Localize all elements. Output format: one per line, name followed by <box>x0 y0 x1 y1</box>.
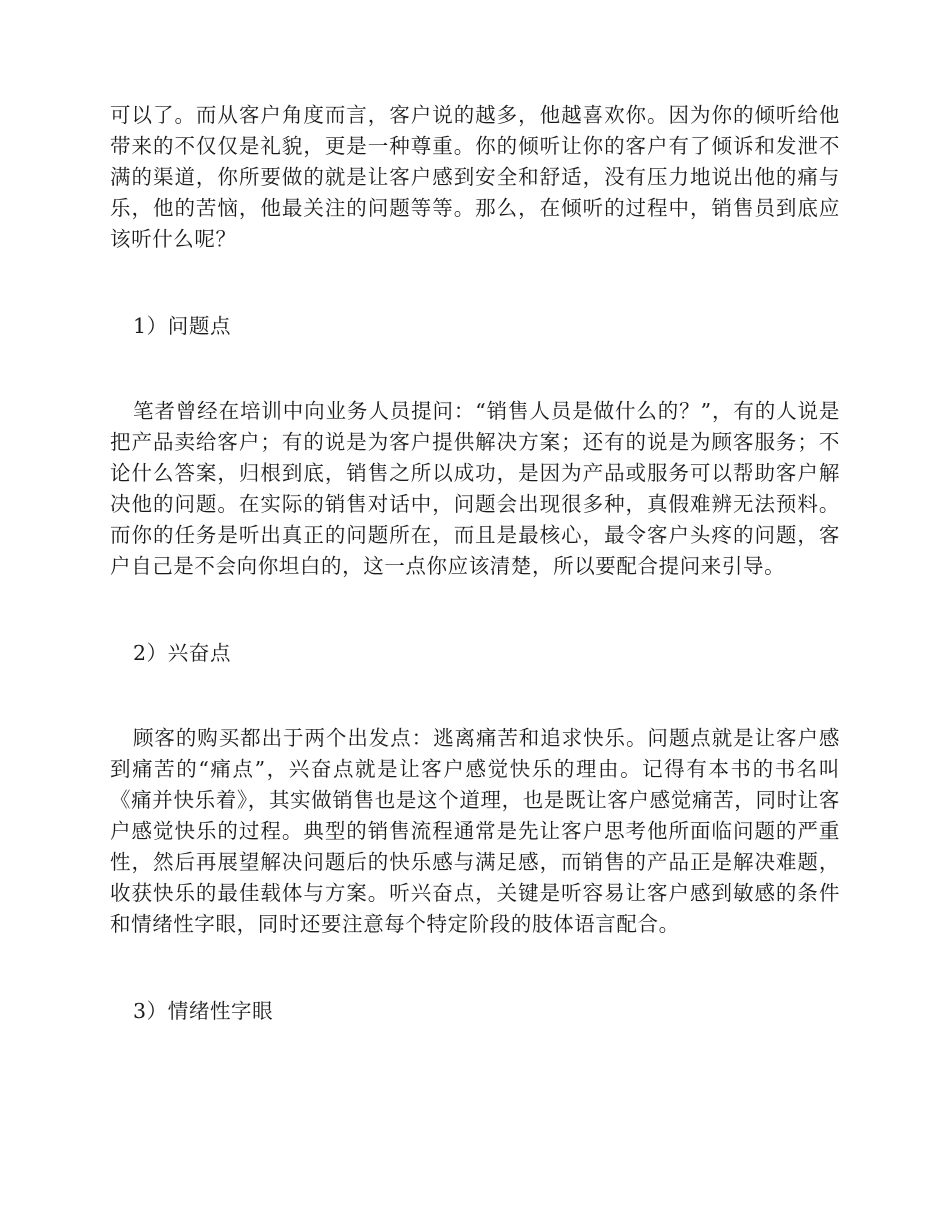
section-heading-problem-point: 1）问题点 <box>133 314 232 338</box>
section-heading-excitement-point: 2）兴奋点 <box>133 641 232 665</box>
document-page <box>110 100 840 1081</box>
section-heading-emotional-words: 3）情绪性字眼 <box>133 999 274 1023</box>
paragraph-excitement-point: 顾客的购买都出于两个出发点：逃离痛苦和追求快乐。问题点就是让客户感到痛苦的“痛点”，兴奋点就是让客户感觉快乐的理由。记得有本书的书名叫《痛并快乐着》，其实做销售也是这个道理，也是既让客户感觉痛苦，同时让客户感觉快乐的过程。典型的销售流程通常是先让客户思考他所面临问题的严重性，然后再展望解决问题后的快乐感与满足感，而销售的产品正是解决难题，收获快乐的最佳载体与方案。听兴奋点，关键是听容易让客户感到敏感的条件和情绪性字眼，同时还要注意每个特定阶段的肢体语言配合。 <box>110 726 840 936</box>
paragraph-intro: 可以了。而从客户角度而言，客户说的越多，他越喜欢你。因为你的倾听给他带来的不仅仅是礼貌，更是一种尊重。你的倾听让你的客户有了倾诉和发泄不满的渠道，你所要做的就是让客户感到安全和舒适，没有压力地说出他的痛与乐，他的苦恼，他最关注的问题等等。那么，在倾听的过程中，销售员到底应该听什么呢？ <box>110 103 840 251</box>
paragraph-problem-point: 笔者曾经在培训中向业务人员提问：“销售人员是做什么的？”，有的人说是把产品卖给客户；有的说是为客户提供解决方案；还有的说是为顾客服务；不论什么答案，归根到底，销售之所以成功，是因为产品或服务可以帮助客户解决他的问题。在实际的销售对话中，问题会出现很多种，真假难辨无法预料。而你的任务是听出真正的问题所在，而且是最核心，最令客户头疼的问题，客户自己是不会向你坦白的，这一点你应该清楚，所以要配合提问来引导。 <box>110 399 840 578</box>
